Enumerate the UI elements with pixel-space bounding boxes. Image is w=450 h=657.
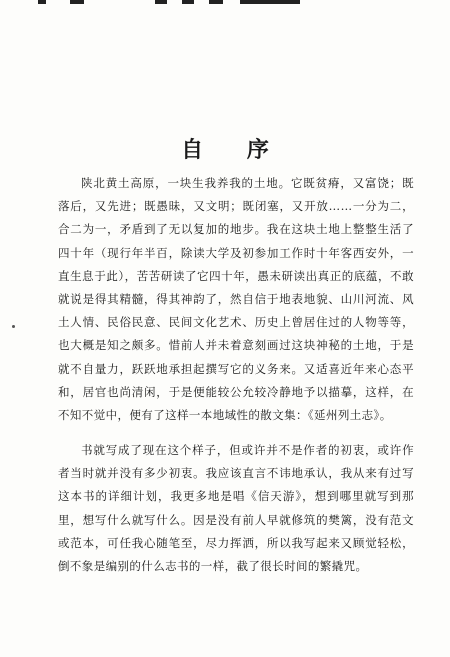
scan-artifact — [209, 0, 223, 4]
paragraph-1 — [58, 172, 414, 427]
page-title: 自 序 — [181, 137, 287, 163]
paragraph-2 — [58, 439, 414, 578]
scan-smudge — [12, 325, 15, 328]
scan-artifact — [182, 0, 194, 4]
paragraph-text: 陕北黄土高原，一块生我养我的土地。它既贫瘠，又富饶；既落后，又先进；既愚昧，又文明；既闭塞，又开放……一分为二，合二为一，矛盾到了无以复加的地步。我在这块土地上整整生活了四十年（现行年半百，除读大学及初参加工作时十年客西安外，一直生息于此），苦苦研读了它四十年，愚未研读出真正的底蕴，不敢就说是得其精髓，得其神韵了，然自信于地表地貌、山川河流、风土人情、民俗民意、民间文化艺术、历史上曾居住过的人物等等，也大概是知之颇多。惜前人并未着意刻画过这块神秘的土地，于是就不自量力，跃跃地承担起撰写它的义务来。又适喜近年来心态平和，居官也尚清闲，于是便能较公允较冷静地予以描摹，这样，在不知不觉中，便有了这样一本地域性的散文集：《延州列土志》。 — [58, 176, 414, 423]
scan-artifact — [240, 0, 300, 4]
scan-artifact — [38, 0, 46, 4]
paragraph-text: 书就写成了现在这个样子，但或许并不是作者的初衷，或许作者当时就并没有多少初衷。我应该直言不讳地承认，我从来有过写这本书的详细计划，我更多地是唱《信天游》，想到哪里就写到那里，想写什么就写什么。因是没有前人早就修筑的樊篱，没有范文或范本，可任我心随笔至，尽力挥洒，所以我写起来又顾觉轻松，倒不象是编别的什么志书的一样，截了很长时间的繁撬咒。 — [58, 443, 414, 574]
scan-artifact — [155, 0, 167, 4]
scan-artifact — [70, 0, 84, 4]
